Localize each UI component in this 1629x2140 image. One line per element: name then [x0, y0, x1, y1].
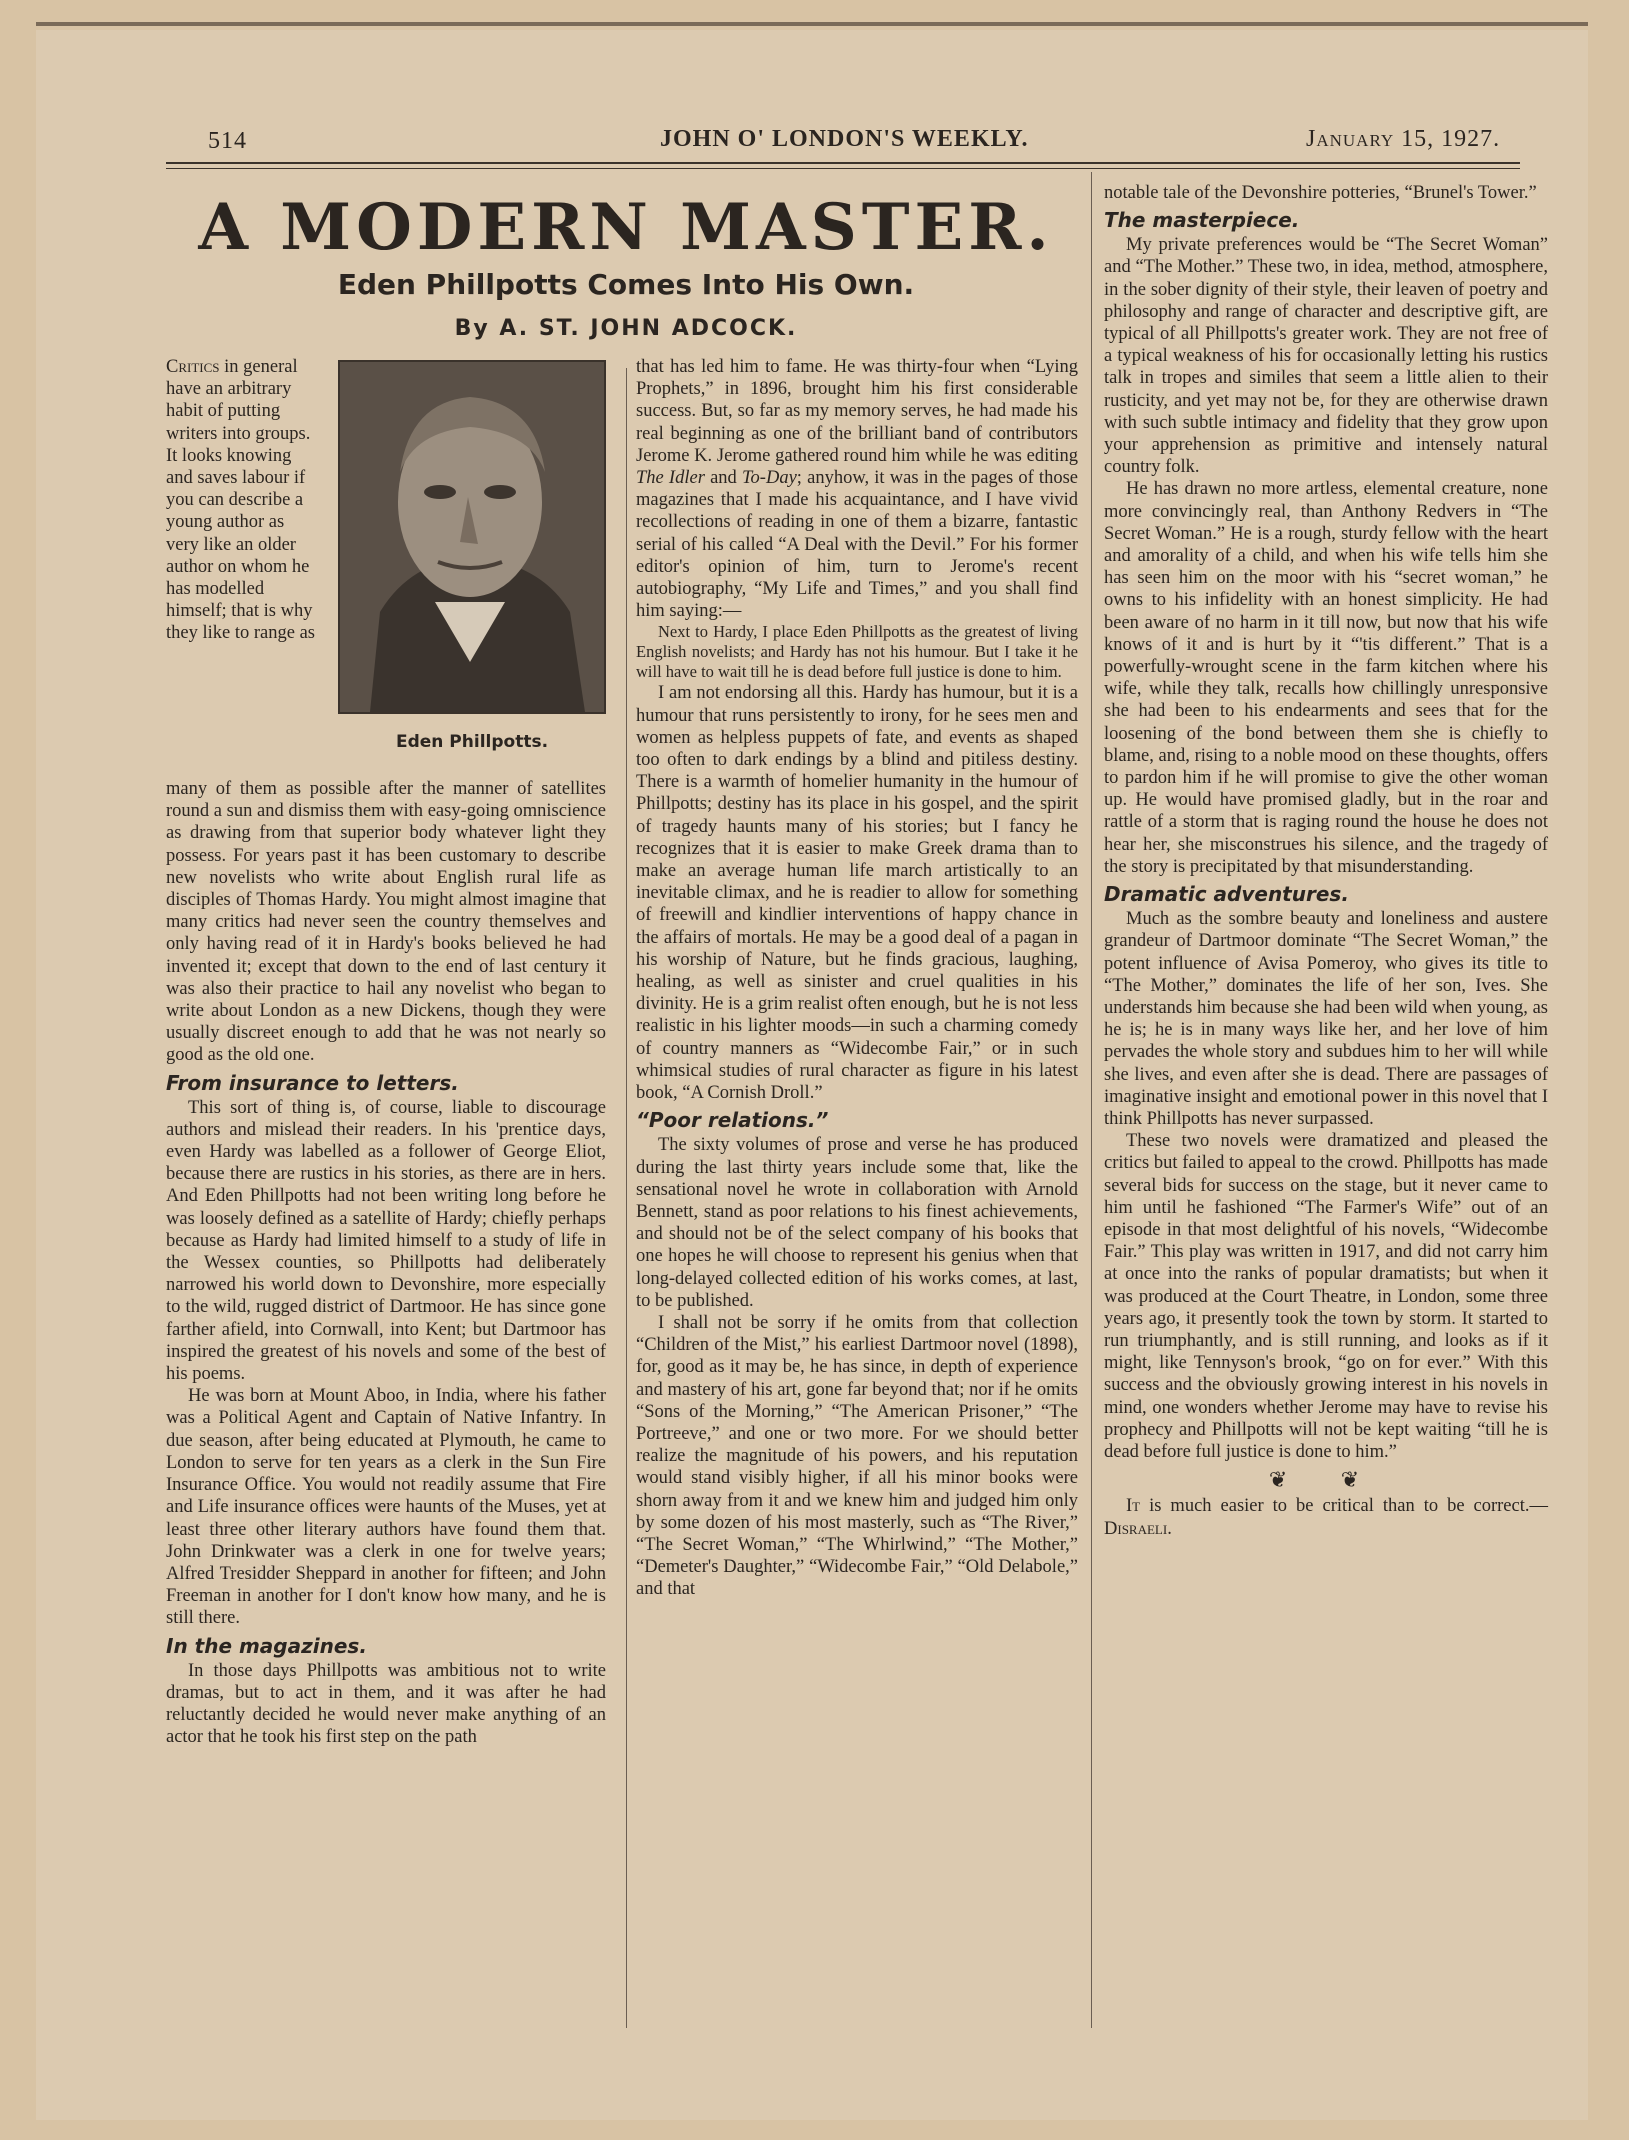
publication-title: JOHN O' LONDON'S WEEKLY. — [660, 126, 1029, 152]
paragraph: My private preferences would be “The Secret Woman” and “The Mother.” These two, in idea, method, atmosphere, in the sober dignity of their style, their leaven of poetry and philosophy and range of character and descriptive gift, are typical of all Phillpotts's greater work. They are not free of a typical weakness of his for occasionally letting his rustics talk in tropes and similes that seem a little alien to their rusticity, and yet may not be, for they are otherwise drawn with such subtle intimacy and fidelity that they grow upon your apprehension as primitive and intensely natural country folk. — [1104, 235, 1548, 478]
paragraph: I am not endorsing all this. Hardy has humour, but it is a humour that runs persistently to irony, for he sees men and women as helpless puppets of fate, and events as shaped too often to dark endings by a blind and pitiless destiny. There is a warmth of homelier humanity in the humour of Phillpotts; destiny has its place in his gospel, and the spirit of tragedy haunts many of his stories; but I fancy he recognizes that it is easier to make Greek drama than to make an average human life march artistically to an inevitable climax, and he is readier to allow for something of freewill and kindlier interventions of happy chance in the affairs of mortals. He may be a good deal of a pagan in his worship of Nature, but he finds gracious, laughing, healing, as well as sinister and cruel qualities in his divinity. He is a grim realist often enough, but he is not less realistic in his lighter moods—in such a charming comedy of country manners as “Widecombe Fair,” or in such whimsical studies of rural character as figure in his latest book, “A Cornish Droll.” — [636, 683, 1078, 1104]
quote-attribution: Disraeli. — [1104, 1518, 1172, 1539]
issue-date: January 15, 1927. — [1306, 126, 1501, 152]
article-title: A MODERN MASTER. — [198, 190, 1054, 265]
opening-paragraph: Critics in general have an arbitrary habit of putting writers into groups. It looks knowing and saves labour if you can describe a young author as very like an older author on whom he has modelled himself; that is why they like to range as — [166, 357, 315, 644]
portrait-image — [340, 362, 604, 712]
article-byline: By A. ST. JOHN ADCOCK. — [454, 316, 798, 341]
paragraph: Much as the sombre beauty and loneliness and austere grandeur of Dartmoor dominate “The Secret Woman,” the potent influence of Avisa Pomeroy, who gives its title to “The Mother,” dominates the life of her son, Ives. She understands him because she had been wild when young, as he is; he is in many ways like her, and her love of him pervades the whole story and subdues him to her will while she lives, and even after she is dead. There are passages of imaginative insight and emotional power in this novel that I think Phillpotts has never surpassed. — [1104, 909, 1548, 1129]
paragraph: I shall not be sorry if he omits from that collection “Children of the Mist,” his earliest Dartmoor novel (1898), for, good as it may be, he has since, in depth of experience and mastery of his art, gone far beyond that; nor if he omits “Sons of the Morning,” “The American Prisoner,” “The Portreeve,” and one or two more. For we should better realize the magnitude of his powers, and his reputation would stand visibly higher, if all his minor books were shorn away from it and we knew him and judged him only by some dozen of his most masterly, such as “The River,” “The Secret Woman,” “The Whirlwind,” “The Mother,” “Demeter's Daughter,” “Widecombe Fair,” “Old Delabole,” and that — [636, 1312, 1078, 1600]
paragraph: notable tale of the Devonshire potteries, “Brunel's Tower.” — [1104, 183, 1537, 203]
ornament-icon: ❦ ❦ — [1268, 1467, 1384, 1493]
column-1-intro — [166, 356, 316, 645]
column-divider — [1091, 172, 1092, 2028]
section-heading: Dramatic adventures. — [1104, 882, 1349, 907]
section-heading: “Poor relations.” — [636, 1108, 829, 1133]
article-subtitle: Eden Phillpotts Comes Into His Own. — [337, 268, 915, 301]
paragraph: He has drawn no more artless, elemental creature, none more convincingly real, than Anthony Redvers in “The Secret Woman.” He is a rough, sturdy fellow with the heart and amorality of a child, and when his wife tells him she has seen him on the moor with his “secret woman,” he owns to his infidelity with an honest simplicity. He had been aware of no harm in it till now, but now that his wife knows of it and is hurt by it “'tis different.” That is a powerfully-wrought scene in the farm kitchen where his wife, while they talk, recalls how chillingly unresponsive she had been to his endearments and sees that for the loosening of the bond between them she is chiefly to blame, and, rising to a noble mood on these thoughts, offers to pardon him if he will promise to give the other woman up. He would have promised gladly, but in the roar and rattle of a storm that is raging round the house he does not hear her, she misconstrues his silence, and the tragedy of the story is precipitated by that misunderstanding. — [1104, 479, 1548, 877]
header-rule — [166, 162, 1520, 164]
top-border — [36, 22, 1588, 26]
section-heading: The masterpiece. — [1104, 208, 1300, 233]
section-heading: From insurance to letters. — [166, 1070, 459, 1095]
portrait-caption: Eden Phillpotts. — [395, 732, 549, 752]
paragraph: that has led him to fame. He was thirty-four when “Lying Prophets,” in 1896, brought him his first considerable success. But, so far as my memory serves, he had made his real beginning as one of the brilliant band of contributors Jerome K. Jerome gathered round him while he was editing The Idler and To-Day; anyhow, it was in the pages of those magazines that I made his acquaintance, and I have vivid recollections of reading in one of them a bizarre, fantastic serial of his called “A Deal with the Devil.” For his former editor's opinion of him, turn to Jerome's recent autobiography, “My Life and Times,” and you shall find him saying:— — [636, 357, 1078, 622]
paragraph: This sort of thing is, of course, liable to discourage authors and mislead their readers. In his 'prentice days, even Hardy was labelled as a follower of George Eliot, because there are rustics in his stories, as there are in hers. And Eden Phillpotts had not been writing long before he was loosely defined as a satellite of Hardy; chiefly perhaps because as Hardy had limited himself to a study of life in the Wessex counties, so Phillpotts had deliberately narrowed his world down to Devonshire, more especially to the wild, rugged district of Dartmoor. He has since gone farther afield, into Cornwall, into Kent; but Dartmoor has inspired the greatest of his novels and some of the best of his poems. — [166, 1097, 606, 1385]
paragraph: He was born at Mount Aboo, in India, where his father was a Political Agent and Captain of Native Infantry. In due season, after being educated at Plymouth, he came to London to serve for ten years as a clerk in the Sun Fire Insurance Office. You would not readily assume that Fire and Life insurance offices were haunts of the Muses, yet at least three other literary authors have found them that. John Drinkwater was a clerk in one for twelve years; Alfred Tresidder Sheppard in another for fifteen; and John Freeman in another for I don't know how many, and he is still there. — [166, 1386, 606, 1629]
header-rule-thin — [166, 168, 1520, 169]
column-1 — [166, 778, 606, 1748]
closing-quote: It is much easier to be critical than to be correct.—Disraeli. — [1104, 1496, 1548, 1539]
paragraph: many of them as possible after the manner of satellites round a sun and dismiss them with easy-going omniscience as drawing from that superior body whatever light they possess. For years past it has been customary to describe new novelists who write about English rural life as disciples of Thomas Hardy. You might almost imagine that many critics had never seen the country themselves and only having read of it in Hardy's books believed he had invented it; except that down to the end of last century it was also their practice to hail any novelist who began to write about London as a new Dickens, though they were usually discreet enough to add that he was not nearly so good as the old one. — [166, 779, 606, 1066]
paragraph: These two novels were dramatized and pleased the critics but failed to appeal to the crowd. Phillpotts has made several bids for success on the stage, but it never came to him until he fashioned “The Farmer's Wife” out of an episode in that most delightful of his novels, “Widecombe Fair.” This play was written in 1917, and did not carry him at once into the ranks of popular dramatists; but when it was produced at the Court Theatre, in London, some three years ago, it presently took the town by storm. It started to run triumphantly, and is still running, and looks as if it might, like Tennyson's brook, “go on for ever.” With this success and the obviously growing interest in his novels in mind, one wonders whether Jerome may have to revise his prophecy and Phillpotts will not be kept waiting “till he is dead before full justice is done to him.” — [1104, 1131, 1548, 1462]
paragraph: The sixty volumes of prose and verse he has produced during the last thirty years include some that, like the sensational novel he wrote in collaboration with Arnold Bennett, stand as poor relations to his finest achievements, and should not be of the select company of his books that one hopes he will choose to represent his genius when that long-delayed collected edition of his works comes, at last, to be published. — [636, 1135, 1078, 1311]
paragraph: In those days Phillpotts was ambitious not to write dramas, but to act in them, and it was after he had reluctantly decided he would never make anything of an actor that he took his first step on the path — [166, 1660, 606, 1748]
column-3 — [1104, 182, 1548, 1540]
magazine-title: The Idler — [636, 468, 705, 489]
column-2 — [636, 356, 1078, 1601]
page-number: 514 — [208, 128, 247, 154]
author-portrait — [338, 360, 606, 714]
column-divider — [626, 368, 627, 2028]
magazine-title: To-Day — [741, 468, 797, 489]
block-quote: Next to Hardy, I place Eden Phillpotts as the greatest of living English novelists; and Hardy has not his humour. But I take it he will have to wait till he is dead before full justice is done to him. — [636, 622, 1078, 682]
drop-lead: Critics — [166, 357, 220, 377]
section-heading: In the magazines. — [166, 1633, 367, 1658]
